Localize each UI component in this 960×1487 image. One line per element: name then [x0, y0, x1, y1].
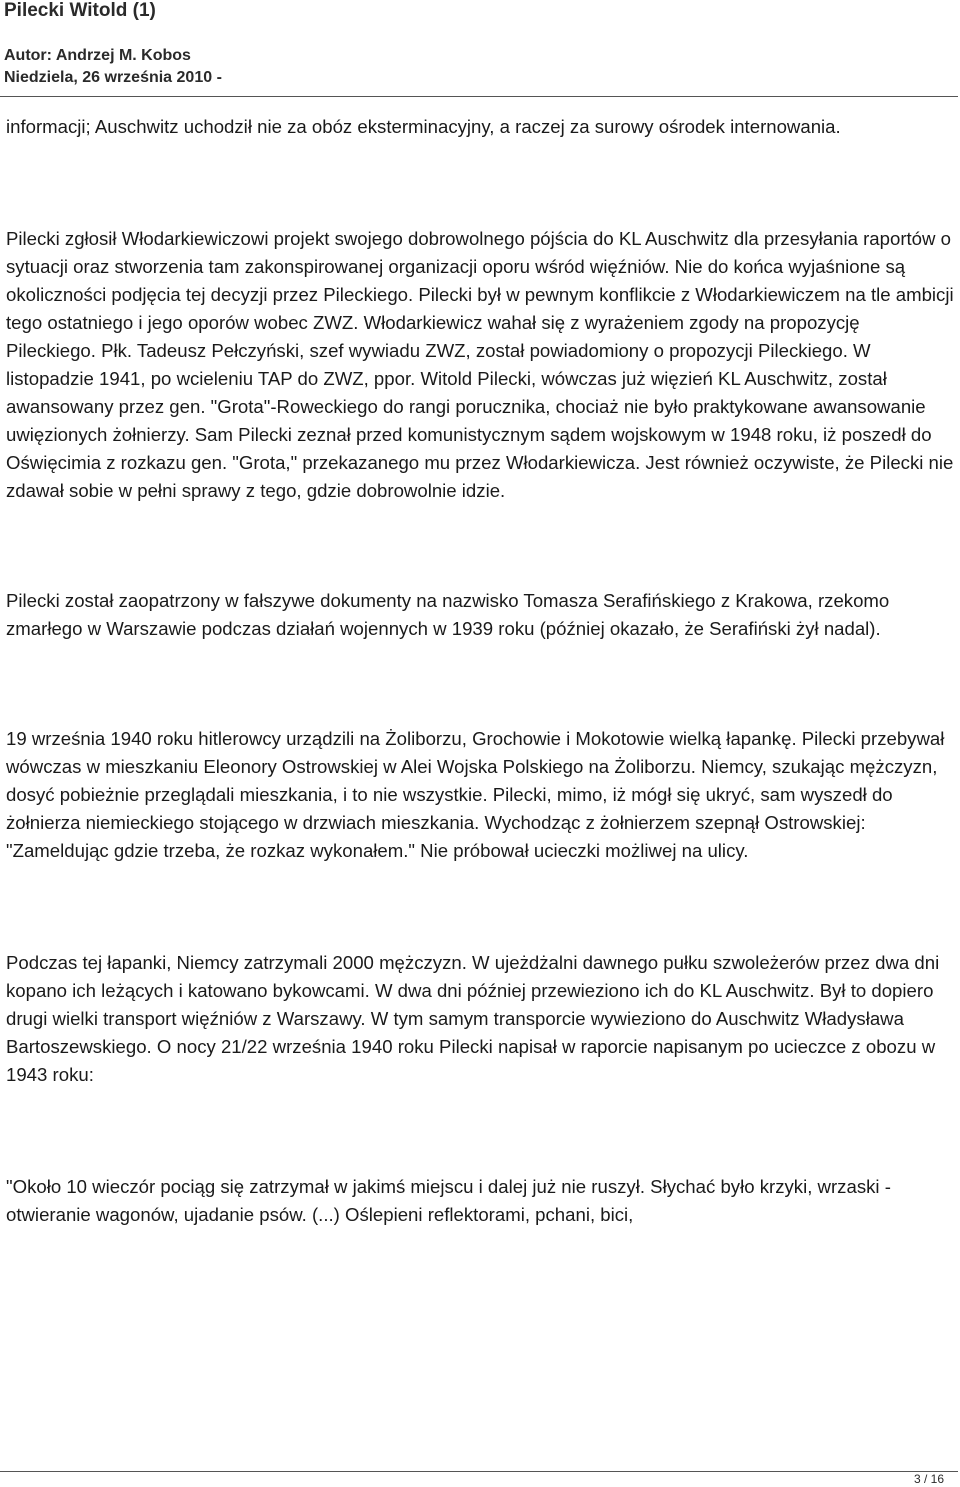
document-date: Niedziela, 26 września 2010 -: [4, 69, 222, 86]
document-author: Autor: Andrzej M. Kobos: [4, 47, 191, 64]
paragraph-2: Pilecki zgłosił Włodarkiewiczowi projekt swojego dobrowolnego pójścia do KL Auschwitz dla przesyłania raportów o sytuacji oraz stworzenia tam zakonspirowanej organizacji oporu wśród więźniów. Nie do końca wyjaśnione są okoliczności podjęcia tej decyzji przez Pileckiego. Pilecki był w pewnym konflikcie z Włodarkiewiczem na tle ambicji tego ostatniego i jego oporów wobec ZWZ. Włodarkiewicz wahał się z wyrażeniem zgody na propozycję Pileckiego. Płk. Tadeusz Pełczyński, szef wywiadu ZWZ, został powiadomiony o propozycji Pileckiego. W listopadzie 1941, po wcieleniu TAP do ZWZ, ppor. Witold Pilecki, wówczas już więzień KL Auschwitz, został awansowany przez gen. "Grota"-Roweckiego do rangi porucznika, chociaż nie było praktykowane awansowanie uwięzionych żołnierzy. Sam Pilecki zeznał przed komunistycznym sądem wojskowym w 1948 roku, iż poszedł do Oświęcimia z rozkazu gen. "Grota," przekazanego mu przez Włodarkiewicza. Jest również oczywiste, że Pilecki nie zdawał sobie w pełni sprawy z tego, gdzie dobrowolnie idzie.: [6, 228, 954, 501]
paragraph-spacer: [6, 643, 954, 725]
paragraph-6: "Około 10 wieczór pociąg się zatrzymał w jakimś miejscu i dalej już nie ruszył. Słychać było krzyki, wrzaski - otwieranie wagonów, ujadanie psów. (...) Oślepieni reflektorami, pchani, bici,: [6, 1176, 891, 1225]
paragraph-spacer: [6, 505, 954, 587]
footer-divider: [0, 1471, 958, 1472]
paragraph-spacer: [6, 865, 954, 949]
article-body: [6, 113, 954, 1229]
document-title: Pilecki Witold (1): [4, 0, 156, 21]
paragraph-3: Pilecki został zaopatrzony w fałszywe dokumenty na nazwisko Tomasza Serafińskiego z Krakowa, rzekomo zmarłego w Warszawie podczas działań wojennych w 1939 roku (później okazało, że Serafiński żył nadal).: [6, 590, 890, 639]
paragraph-5: Podczas tej łapanki, Niemcy zatrzymali 2000 mężczyzn. W ujeżdżalni dawnego pułku szwoleżerów przez dwa dni kopano ich leżących i katowano bykowcami. W dwa dni później przewieziono ich do KL Auschwitz. Był to dopiero drugi wielki transport więźniów z Warszawy. W tym samym transporcie wywieziono do Auschwitz Władysława Bartoszewskiego. O nocy 21/22 września 1940 roku Pilecki napisał w raporcie napisanym po ucieczce z obozu w 1943 roku:: [6, 952, 940, 1085]
paragraph-spacer: [6, 141, 954, 225]
header-divider: [0, 96, 958, 97]
paragraph-4: 19 września 1940 roku hitlerowcy urządzili na Żoliborzu, Grochowie i Mokotowie wielką łapankę. Pilecki przebywał wówczas w mieszkaniu Eleonory Ostrowskiej w Alei Wojska Polskiego na Żoliborzu. Niemcy, szukając mężczyzn, dosyć pobieżnie przeglądali mieszkania, i to nie wszystkie. Pilecki, mimo, iż mógł się ukryć, sam wyszedł do żołnierza niemieckiego stojącego w drzwiach mieszkania. Wychodząc z żołnierzem szepnął Ostrowskiej: "Zameldując gdzie trzeba, że rozkaz wykonałem." Nie próbował ucieczki możliwej na ulicy.: [6, 728, 945, 861]
paragraph-1: informacji; Auschwitz uchodził nie za obóz eksterminacyjny, a raczej za surowy ośrodek internowania.: [6, 116, 841, 137]
paragraph-spacer: [6, 1089, 954, 1173]
page-number: 3 / 16: [913, 1472, 944, 1486]
